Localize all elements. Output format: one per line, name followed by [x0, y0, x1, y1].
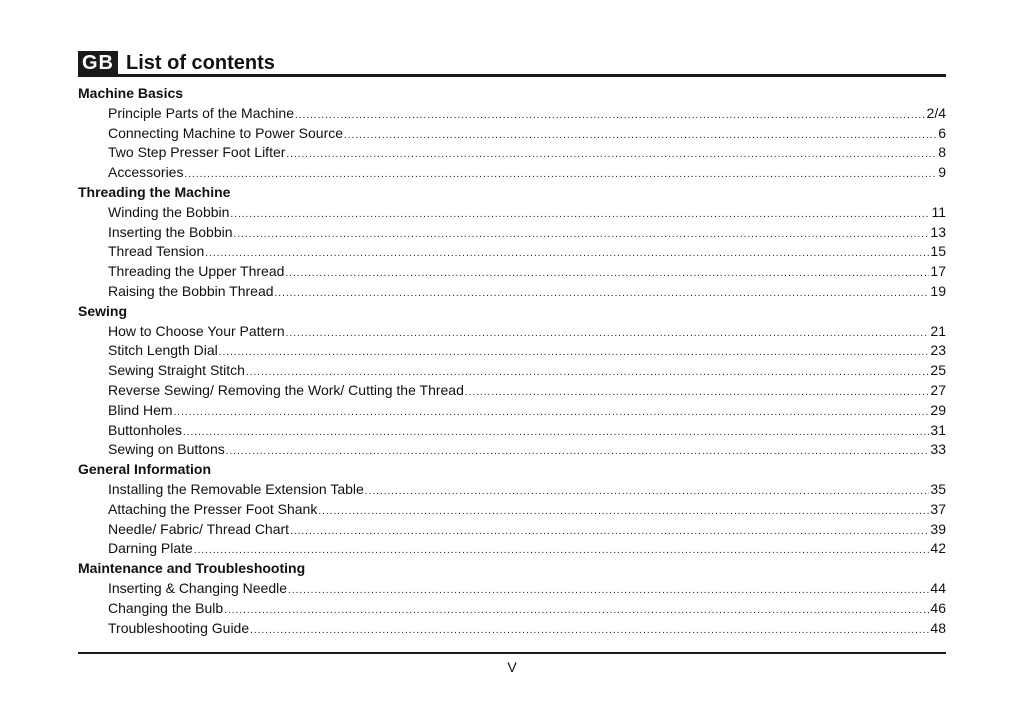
dot-leader — [226, 442, 930, 462]
dot-leader — [318, 502, 929, 522]
toc-entry-page: 27 — [930, 381, 946, 398]
dot-leader — [183, 423, 929, 443]
toc-entry-page: 35 — [930, 480, 946, 497]
toc-entry[interactable] — [108, 599, 946, 619]
toc-entry[interactable] — [108, 421, 946, 441]
section-heading: Machine Basics — [78, 85, 184, 101]
toc-entry-label: Two Step Presser Foot Lifter — [108, 144, 286, 161]
toc-entry[interactable] — [108, 143, 946, 163]
dot-leader — [250, 621, 929, 641]
toc-entry-page: 37 — [930, 500, 946, 517]
dot-leader — [295, 106, 926, 126]
toc-entry-page: 48 — [930, 619, 946, 636]
toc-entry[interactable] — [108, 539, 946, 559]
dot-leader — [174, 403, 930, 423]
toc-entry-page: 29 — [930, 401, 946, 418]
toc-entry-page: 42 — [930, 540, 946, 557]
toc-entry-label: Troubleshooting Guide — [108, 619, 250, 636]
toc-entry-page: 33 — [930, 441, 946, 458]
toc-entry-page: 2/4 — [926, 104, 946, 121]
toc-entry[interactable] — [108, 500, 946, 520]
dot-leader — [230, 205, 930, 225]
dot-leader — [234, 225, 930, 245]
section-heading: Sewing — [78, 302, 128, 319]
toc-entry-page: 19 — [930, 282, 946, 299]
toc-entry-label: Threading the Upper Thread — [108, 263, 285, 280]
section-heading: Threading the Machine — [78, 183, 231, 200]
dot-leader — [344, 126, 937, 146]
footer-divider — [78, 652, 946, 654]
toc-entry-label: Inserting the Bobbin — [108, 223, 233, 240]
toc-entry-page: 17 — [930, 263, 946, 280]
dot-leader — [219, 343, 930, 363]
dot-leader — [465, 383, 930, 403]
toc-entry-label: Needle/ Fabric/ Thread Chart — [108, 520, 290, 537]
dot-leader — [286, 324, 930, 344]
toc-entry-label: Reverse Sewing/ Removing the Work/ Cutting the Thread — [108, 381, 464, 398]
toc-entry[interactable] — [108, 242, 946, 262]
dot-leader — [365, 482, 930, 502]
toc-entry[interactable] — [108, 262, 946, 282]
toc-entry-label: Installing the Removable Extension Table — [108, 480, 364, 497]
toc-entry-label: Sewing Straight Stitch — [108, 362, 245, 379]
toc-entry-label: Buttonholes — [108, 421, 182, 438]
toc-entry-label: Principle Parts of the Machine — [108, 104, 294, 121]
dot-leader — [184, 165, 937, 185]
dot-leader — [224, 601, 929, 621]
toc-entry[interactable] — [108, 480, 946, 500]
toc-entry-label: How to Choose Your Pattern — [108, 322, 285, 339]
toc-entry[interactable] — [108, 579, 946, 599]
toc-entry[interactable] — [108, 124, 946, 144]
toc-entry[interactable] — [108, 163, 946, 183]
toc-entry-label: Stitch Length Dial — [108, 342, 218, 359]
toc-entry[interactable] — [108, 341, 946, 361]
toc-entry-page: 44 — [930, 579, 946, 596]
toc-entry[interactable] — [108, 361, 946, 381]
dot-leader — [205, 244, 929, 264]
toc-entry-label: Attaching the Presser Foot Shank — [108, 500, 318, 517]
toc-entry-page: 39 — [930, 520, 946, 537]
toc-entry-label: Darning Plate — [108, 540, 193, 557]
toc-entry-label: Connecting Machine to Power Source — [108, 124, 344, 141]
toc-entry[interactable] — [108, 440, 946, 460]
toc-entry-label: Winding the Bobbin — [108, 203, 230, 220]
toc-entry-label: Accessories — [108, 164, 184, 181]
toc-entry-page: 8 — [938, 144, 946, 161]
dot-leader — [290, 522, 929, 542]
toc-entry-page: 6 — [938, 124, 946, 141]
dot-leader — [275, 284, 930, 304]
toc-entry[interactable] — [108, 223, 946, 243]
toc-entry-page: 11 — [931, 203, 946, 220]
language-badge: GB — [78, 51, 118, 74]
toc-entry-label: Raising the Bobbin Thread — [108, 282, 274, 299]
toc-entry[interactable] — [108, 401, 946, 421]
toc-entry[interactable] — [108, 520, 946, 540]
table-of-contents — [78, 84, 946, 638]
page-number: V — [507, 659, 517, 675]
toc-entry-page: 9 — [938, 164, 946, 181]
toc-entry[interactable] — [108, 322, 946, 342]
toc-entry-page: 23 — [930, 342, 946, 359]
dot-leader — [285, 264, 929, 284]
toc-entry-page: 21 — [930, 322, 946, 339]
toc-entry[interactable] — [108, 104, 946, 124]
dot-leader — [286, 145, 937, 165]
toc-entry-page: 31 — [930, 421, 946, 438]
toc-entry[interactable] — [108, 619, 946, 639]
toc-entry[interactable] — [108, 203, 946, 223]
section-heading: Maintenance and Troubleshooting — [78, 560, 306, 577]
dot-leader — [288, 581, 929, 601]
section-heading: General Information — [78, 461, 212, 478]
toc-entry-label: Blind Hem — [108, 401, 173, 418]
page-header — [78, 48, 946, 74]
toc-entry-label: Sewing on Buttons — [108, 441, 225, 458]
page-title: List of contents — [126, 52, 275, 74]
toc-entry-page: 46 — [930, 599, 946, 616]
toc-entry-page: 25 — [930, 362, 946, 379]
toc-entry[interactable] — [108, 381, 946, 401]
toc-entry-label: Inserting & Changing Needle — [108, 579, 288, 596]
toc-entry-label: Changing the Bulb — [108, 599, 224, 616]
toc-entry-page: 13 — [930, 223, 946, 240]
header-divider — [78, 74, 946, 77]
toc-entry[interactable] — [108, 282, 946, 302]
toc-entry-label: Thread Tension — [108, 243, 205, 260]
toc-entry-page: 15 — [930, 243, 946, 260]
